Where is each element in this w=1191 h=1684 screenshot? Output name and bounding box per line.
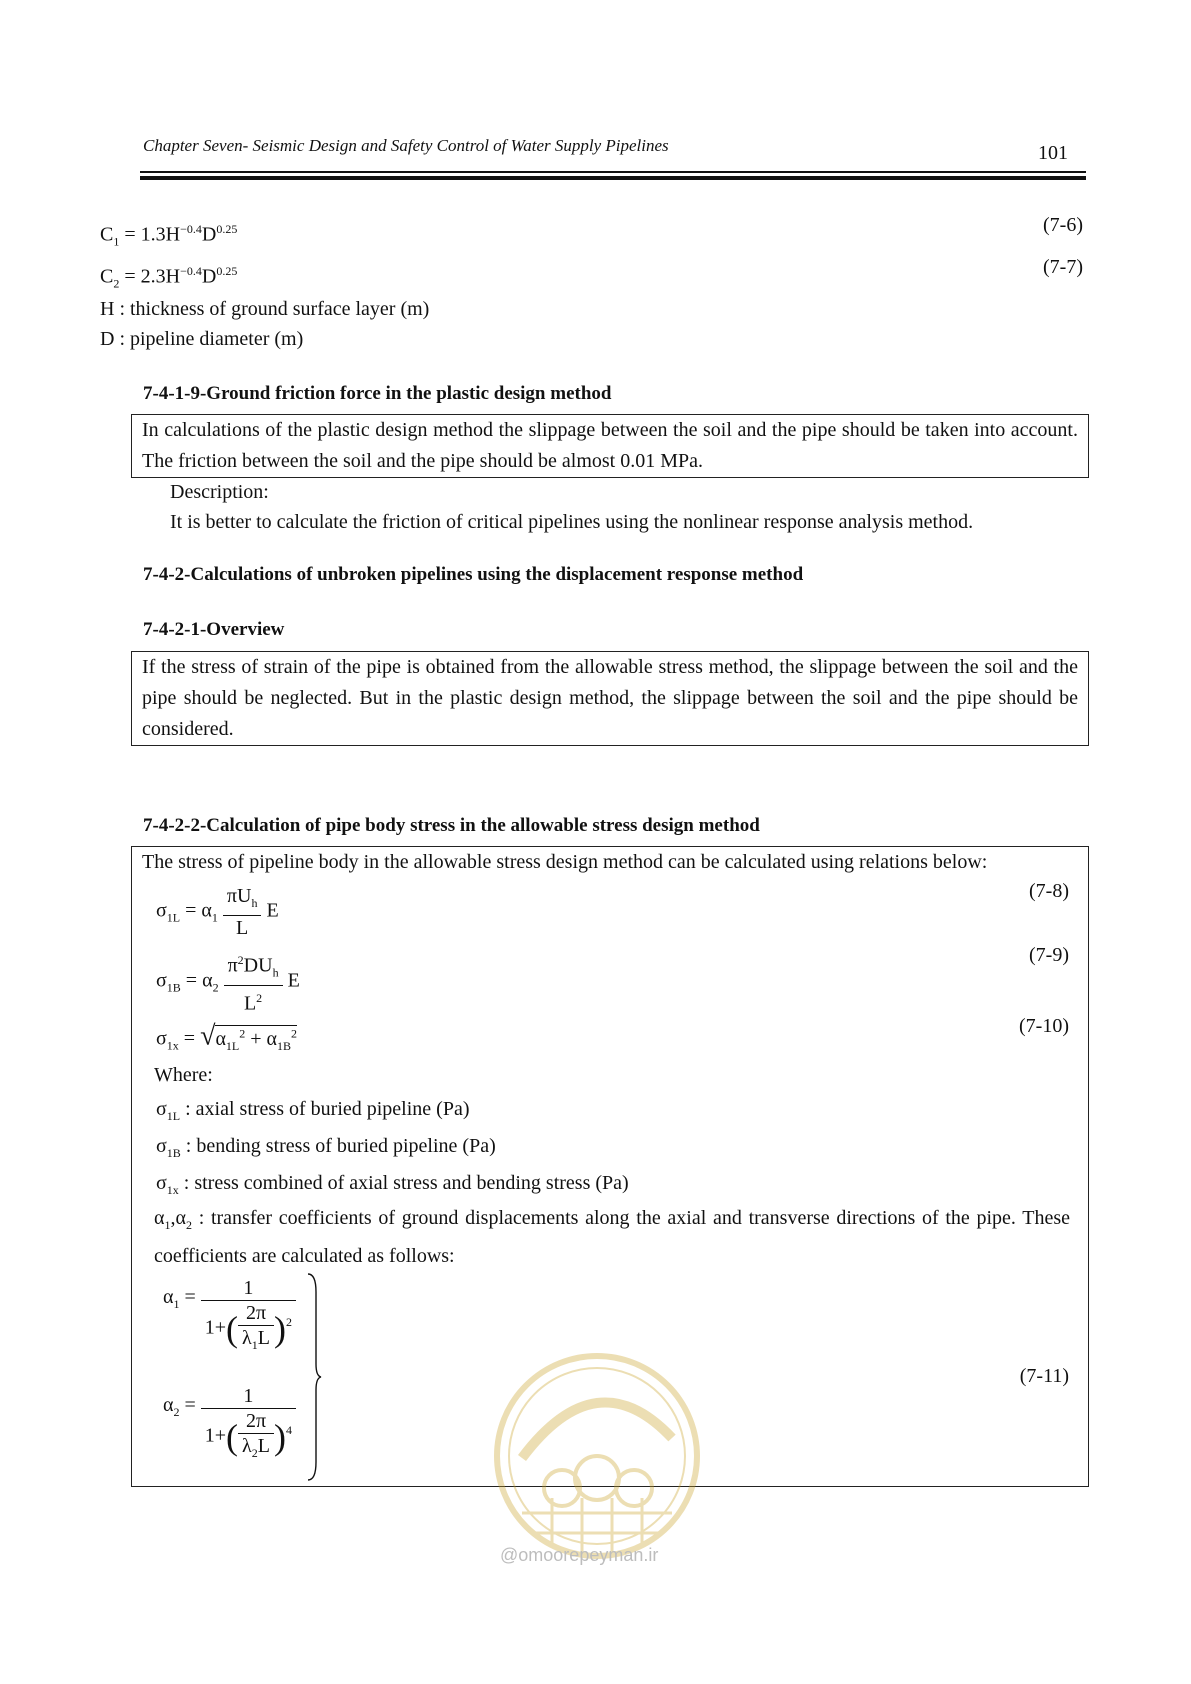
alpha-definition: $\alpha_1,\alpha_2$ : transfer coefficients of ground displacements along the axial and transverse directions of the pipe. These coefficients are calculated as follows: xyxy=(154,1207,1070,1267)
equation-number: (7-10) xyxy=(1019,1015,1069,1037)
running-header: Chapter Seven- Seismic Design and Safety Control of Water Supply Pipelines xyxy=(143,136,669,155)
header-rule-thick xyxy=(140,176,1086,180)
section-heading: 7-4-2-2-Calculation of pipe body stress in the allowable stress design method xyxy=(143,815,760,836)
watermark-site: @omoorepeyman.ir xyxy=(500,1545,659,1565)
equation-number: (7-9) xyxy=(1029,944,1069,966)
equation-alpha1: $\alpha_1$ = 1 1+( $\frac{2\pi}{\lambda_1L}$ )$^2$ xyxy=(163,1282,296,1357)
equation-alpha2: $\alpha_2$ = 1 1+( $\frac{2\pi}{\lambda_2L}$ )$^4$ xyxy=(163,1390,296,1465)
page-number: 101 xyxy=(1038,142,1068,164)
watermark-logo xyxy=(482,1338,712,1568)
definition-line: H : thickness of ground surface layer (m) xyxy=(100,298,430,320)
callout-box xyxy=(131,414,1089,478)
right-brace xyxy=(306,1272,322,1482)
definition-line: $\sigma_{1B}$ : bending stress of buried pipeline (Pa) xyxy=(156,1135,496,1160)
equation-7-7: $C_2 = 2.3H^{-0.4}D^{0.25}$ xyxy=(100,264,238,291)
equation-7-10: $\sigma_{1x} = √\alpha_{1L}^2 + \alpha_{1B}^2$ xyxy=(156,1020,298,1053)
section-heading: 7-4-2-Calculations of unbroken pipelines using the displacement response method xyxy=(143,564,804,585)
section-heading: 7-4-1-9-Ground friction force in the plastic design method xyxy=(143,383,612,404)
formula-intro: The stress of pipeline body in the allowable stress design method can be calculated using relations below: xyxy=(142,851,988,873)
definition-line: $\sigma_{1x}$ : stress combined of axial stress and bending stress (Pa) xyxy=(156,1172,629,1197)
section-heading: 7-4-2-1-Overview xyxy=(143,619,285,640)
equation-7-6: $C_1 = 1.3H^{-0.4}D^{0.25}$ xyxy=(100,222,238,249)
equation-number: (7-8) xyxy=(1029,880,1069,902)
description-label: Description: xyxy=(170,481,269,503)
description-text: It is better to calculate the friction of critical pipelines using the nonlinear response analysis method. xyxy=(170,511,974,533)
equation-number: (7-7) xyxy=(1043,256,1083,278)
definition-line: $\sigma_{1L}$ : axial stress of buried pipeline (Pa) xyxy=(156,1098,470,1123)
definition-line: D : pipeline diameter (m) xyxy=(100,328,304,350)
equation-7-8: $\sigma_{1L} = \alpha_1$ $\frac{\pi U_h}{L}$ E xyxy=(156,885,279,939)
equation-number: (7-6) xyxy=(1043,214,1083,236)
equation-number: (7-11) xyxy=(1019,1365,1069,1387)
box-paragraph: If the stress of strain of the pipe is obtained from the allowable stress method, the slippage between the soil and the pipe should be neglected. But in the plastic design method, the slippage between the soil and the pipe should be considered. xyxy=(142,656,1078,740)
header-rule xyxy=(140,171,1086,173)
callout-box xyxy=(131,651,1089,746)
equation-7-9: $\sigma_{1B} = \alpha_2$ $\frac{\pi^2DU_h}{L^2}$ E xyxy=(156,948,300,1015)
box-paragraph: In calculations of the plastic design method the slippage between the soil and the pipe should be taken into account. The friction between the soil and the pipe should be almost 0.01 MPa. xyxy=(142,419,1078,472)
where-label: Where: xyxy=(154,1064,213,1086)
